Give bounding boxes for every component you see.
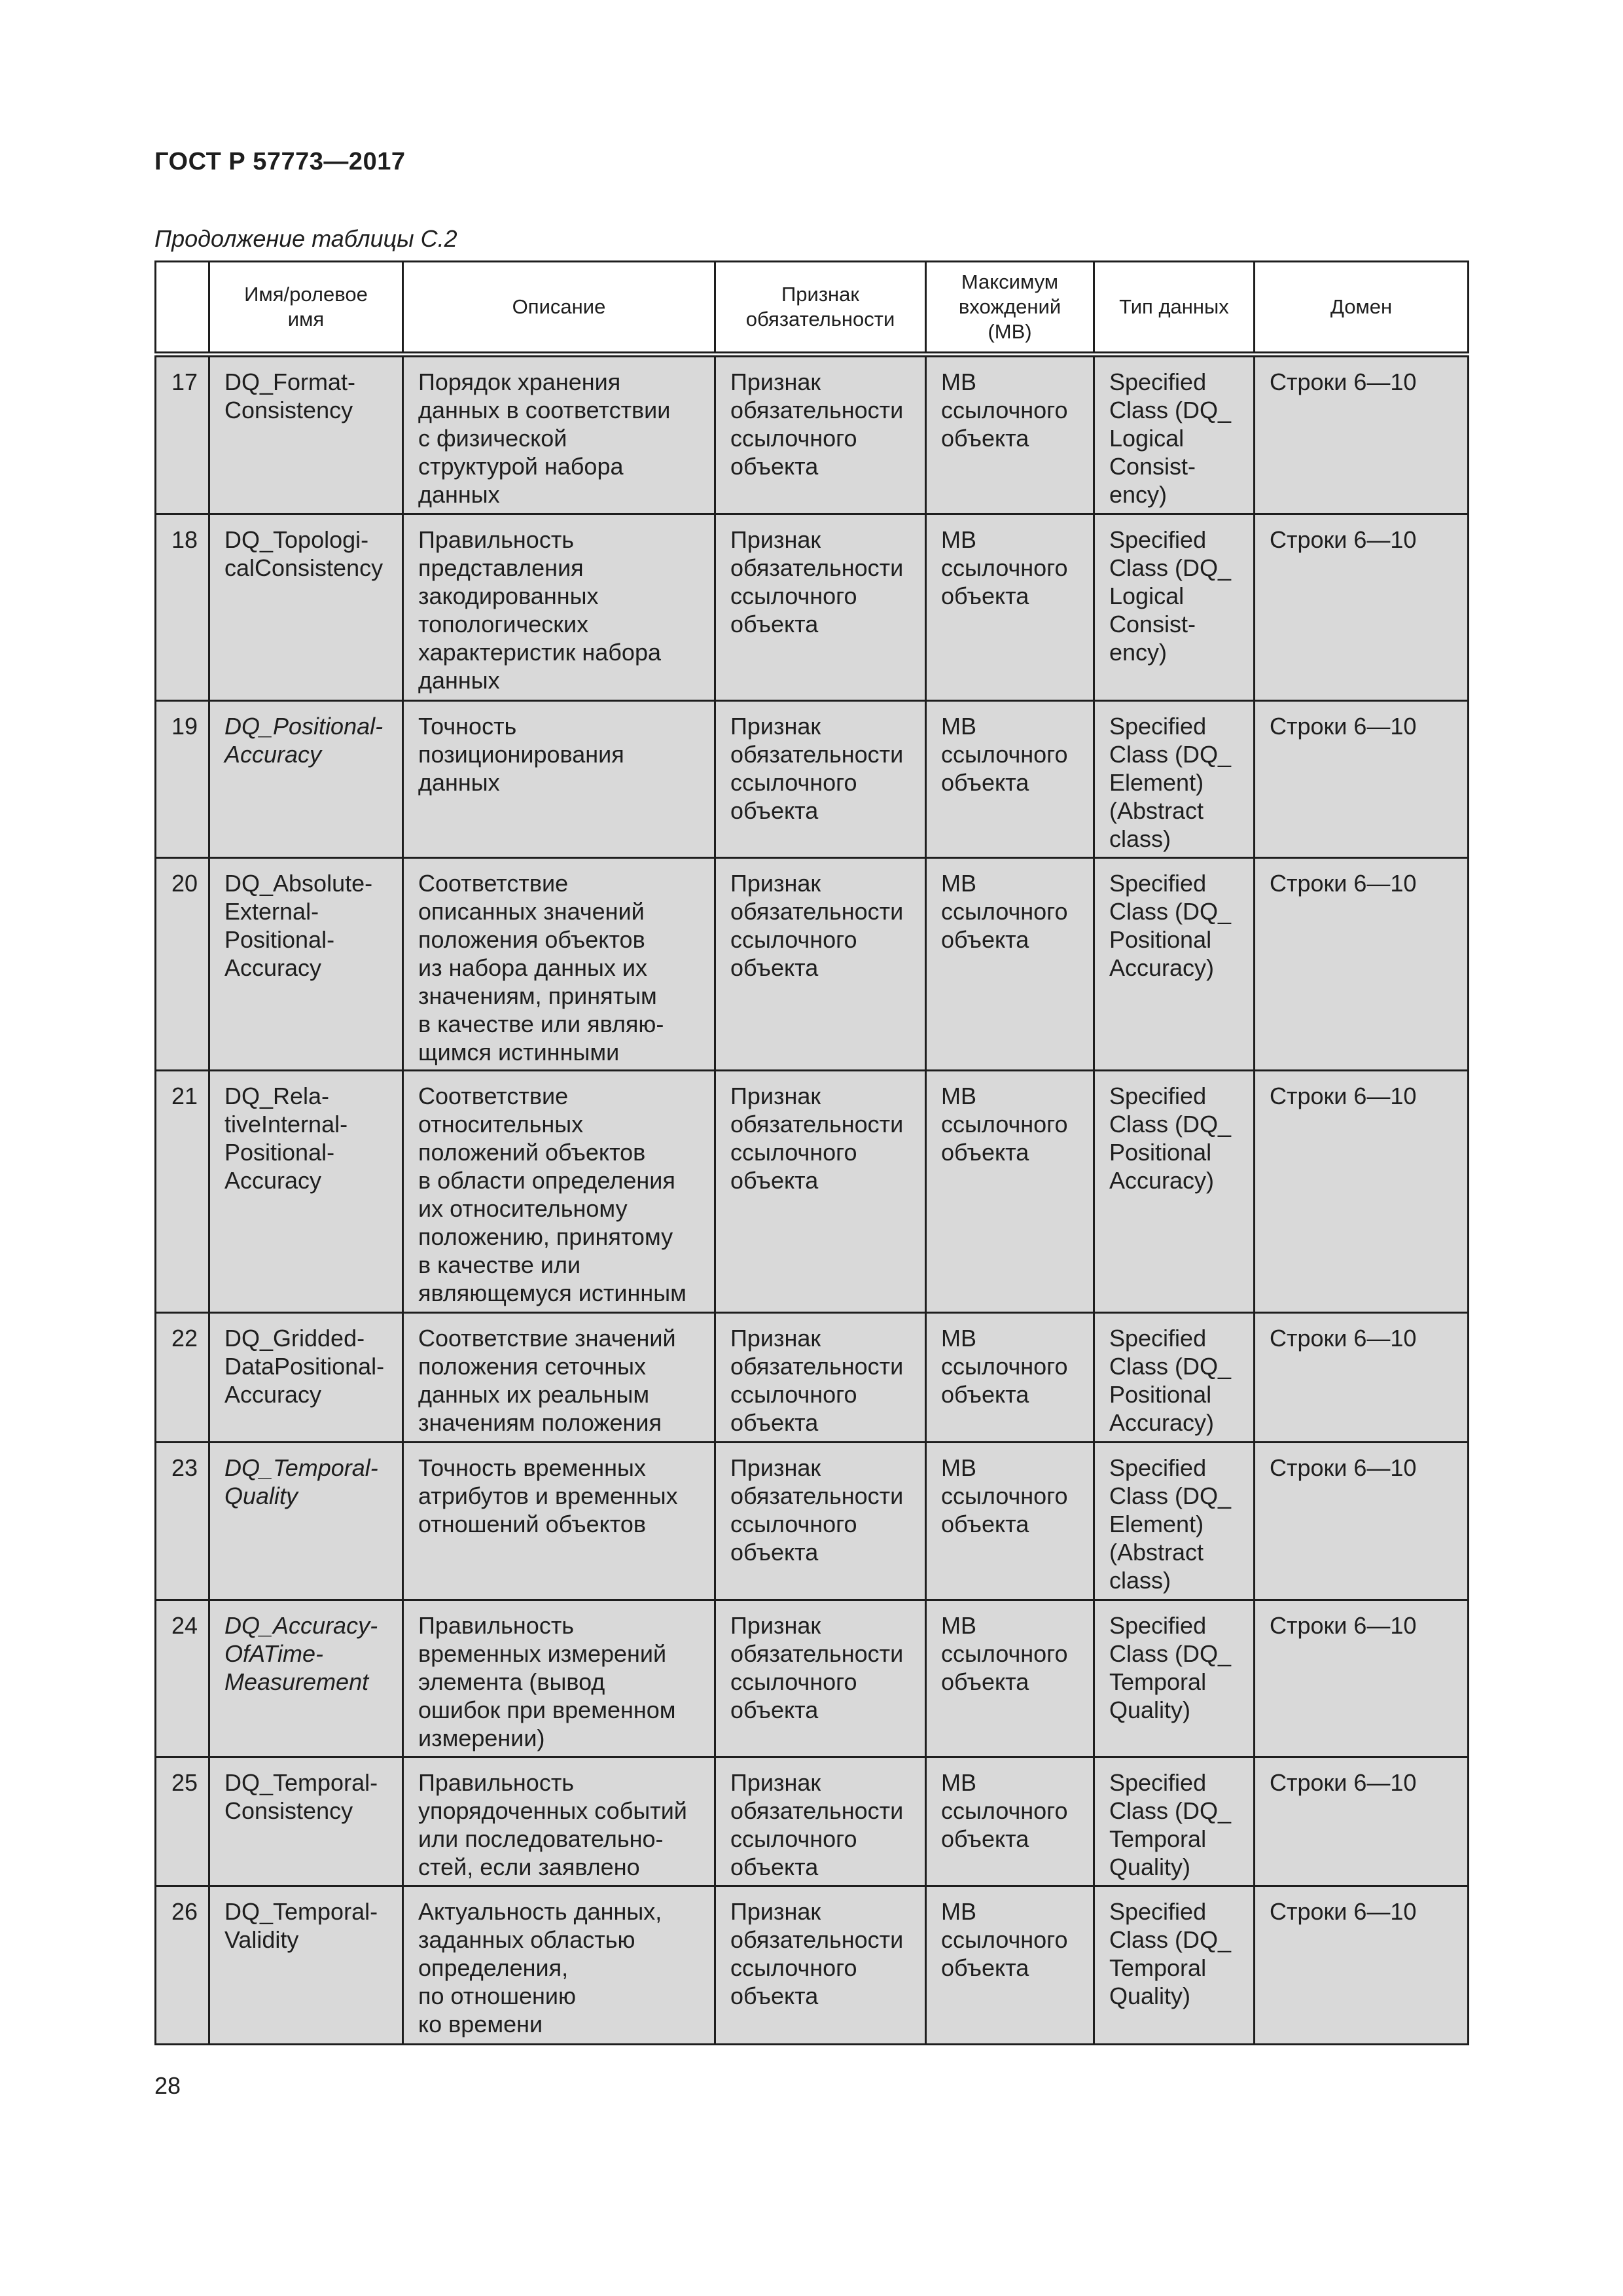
row-max-occurrence: МВ ссылочного объекта <box>926 355 1094 514</box>
table-header-row <box>156 262 1469 355</box>
table-caption: Продолжение таблицы С.2 <box>154 225 457 252</box>
row-name: DQ_Gridded- DataPositional- Accuracy <box>209 1313 403 1443</box>
row-max-occurrence: МВ ссылочного объекта <box>926 1600 1094 1757</box>
row-description: Порядок хранения данных в соответствии с физической структурой набора данных <box>403 355 715 514</box>
row-number: 22 <box>156 1313 209 1443</box>
table-row <box>156 1600 1469 1757</box>
row-max-occurrence: МВ ссылочного объекта <box>926 1071 1094 1313</box>
row-max-occurrence: МВ ссылочного объекта <box>926 1313 1094 1443</box>
row-max-occurrence: МВ ссылочного объекта <box>926 1757 1094 1886</box>
attributes-table <box>154 260 1469 2045</box>
row-name: DQ_Absolute- External- Positional- Accuracy <box>209 858 403 1071</box>
row-domain: Строки 6—10 <box>1255 514 1469 701</box>
row-data-type: Specified Class (DQ_ Logical Consist- ency) <box>1094 514 1255 701</box>
row-domain: Строки 6—10 <box>1255 1071 1469 1313</box>
row-number: 20 <box>156 858 209 1071</box>
row-domain: Строки 6—10 <box>1255 1443 1469 1600</box>
row-data-type: Specified Class (DQ_ Element) (Abstract class) <box>1094 1443 1255 1600</box>
row-description: Соответствие значений положения сеточных данных их реальным значениям положения <box>403 1313 715 1443</box>
row-domain: Строки 6—10 <box>1255 355 1469 514</box>
row-name: DQ_Positional- Accuracy <box>209 701 403 858</box>
column-header-max-occurrence: Максимум вхождений (МВ) <box>926 262 1094 355</box>
page-number: 28 <box>154 2072 181 2099</box>
row-name: DQ_Accuracy- OfATime- Measurement <box>209 1600 403 1757</box>
table-row <box>156 701 1469 858</box>
row-data-type: Specified Class (DQ_ Positional Accuracy) <box>1094 1313 1255 1443</box>
row-max-occurrence: МВ ссылочного объекта <box>926 514 1094 701</box>
row-obligation: Признак обязательности ссылочного объекта <box>715 1886 926 2045</box>
row-description: Соответствие описанных значений положения объектов из набора данных их значениям, принятым в качестве или являю- щимся истинными <box>403 858 715 1071</box>
column-header-description: Описание <box>403 262 715 355</box>
row-name: DQ_Rela- tiveInternal- Positional- Accuracy <box>209 1071 403 1313</box>
column-header-data-type: Тип данных <box>1094 262 1255 355</box>
row-number: 18 <box>156 514 209 701</box>
table-row <box>156 1757 1469 1886</box>
row-obligation: Признак обязательности ссылочного объекта <box>715 701 926 858</box>
row-number: 21 <box>156 1071 209 1313</box>
row-data-type: Specified Class (DQ_ Logical Consist- ency) <box>1094 355 1255 514</box>
table-row <box>156 1313 1469 1443</box>
row-data-type: Specified Class (DQ_ Temporal Quality) <box>1094 1757 1255 1886</box>
row-name: DQ_Temporal- Consistency <box>209 1757 403 1886</box>
row-number: 17 <box>156 355 209 514</box>
row-obligation: Признак обязательности ссылочного объекта <box>715 1443 926 1600</box>
row-number: 26 <box>156 1886 209 2045</box>
row-name: DQ_Temporal- Validity <box>209 1886 403 2045</box>
row-description: Соответствие относительных положений объектов в области определения их относительному положению, принятому в качестве или являющемуся истинным <box>403 1071 715 1313</box>
row-number: 19 <box>156 701 209 858</box>
row-domain: Строки 6—10 <box>1255 1313 1469 1443</box>
row-max-occurrence: МВ ссылочного объекта <box>926 1443 1094 1600</box>
row-description: Актуальность данных, заданных областью определения, по отношению ко времени <box>403 1886 715 2045</box>
row-obligation: Признак обязательности ссылочного объекта <box>715 1600 926 1757</box>
row-data-type: Specified Class (DQ_ Positional Accuracy) <box>1094 1071 1255 1313</box>
row-obligation: Признак обязательности ссылочного объекта <box>715 858 926 1071</box>
row-description: Точность временных атрибутов и временных отношений объектов <box>403 1443 715 1600</box>
row-name: DQ_Topologi- calConsistency <box>209 514 403 701</box>
row-domain: Строки 6—10 <box>1255 1600 1469 1757</box>
row-domain: Строки 6—10 <box>1255 701 1469 858</box>
row-data-type: Specified Class (DQ_ Temporal Quality) <box>1094 1886 1255 2045</box>
row-max-occurrence: МВ ссылочного объекта <box>926 858 1094 1071</box>
table-row <box>156 858 1469 1071</box>
row-obligation: Признак обязательности ссылочного объекта <box>715 1313 926 1443</box>
row-number: 24 <box>156 1600 209 1757</box>
row-domain: Строки 6—10 <box>1255 1886 1469 2045</box>
table-row <box>156 1886 1469 2045</box>
row-obligation: Признак обязательности ссылочного объекта <box>715 514 926 701</box>
table-row <box>156 1071 1469 1313</box>
row-description: Правильность представления закодированных топологических характеристик набора данных <box>403 514 715 701</box>
row-obligation: Признак обязательности ссылочного объекта <box>715 355 926 514</box>
row-number: 23 <box>156 1443 209 1600</box>
table-row <box>156 355 1469 514</box>
row-domain: Строки 6—10 <box>1255 858 1469 1071</box>
table-row <box>156 514 1469 701</box>
column-header-name: Имя/ролевое имя <box>209 262 403 355</box>
row-data-type: Specified Class (DQ_ Positional Accuracy) <box>1094 858 1255 1071</box>
row-number: 25 <box>156 1757 209 1886</box>
row-description: Правильность упорядоченных событий или последовательно- стей, если заявлено <box>403 1757 715 1886</box>
row-data-type: Specified Class (DQ_ Element) (Abstract class) <box>1094 701 1255 858</box>
table-row <box>156 1443 1469 1600</box>
row-description: Правильность временных измерений элемента (вывод ошибок при временном измерении) <box>403 1600 715 1757</box>
row-max-occurrence: МВ ссылочного объекта <box>926 701 1094 858</box>
column-header-domain: Домен <box>1255 262 1469 355</box>
column-header-obligation: Признак обязательности <box>715 262 926 355</box>
column-header-number <box>156 262 209 355</box>
row-obligation: Признак обязательности ссылочного объекта <box>715 1071 926 1313</box>
row-data-type: Specified Class (DQ_ Temporal Quality) <box>1094 1600 1255 1757</box>
document-header: ГОСТ Р 57773—2017 <box>154 148 406 175</box>
row-name: DQ_Temporal- Quality <box>209 1443 403 1600</box>
row-description: Точность позиционирования данных <box>403 701 715 858</box>
row-obligation: Признак обязательности ссылочного объекта <box>715 1757 926 1886</box>
row-domain: Строки 6—10 <box>1255 1757 1469 1886</box>
row-name: DQ_Format- Consistency <box>209 355 403 514</box>
row-max-occurrence: МВ ссылочного объекта <box>926 1886 1094 2045</box>
